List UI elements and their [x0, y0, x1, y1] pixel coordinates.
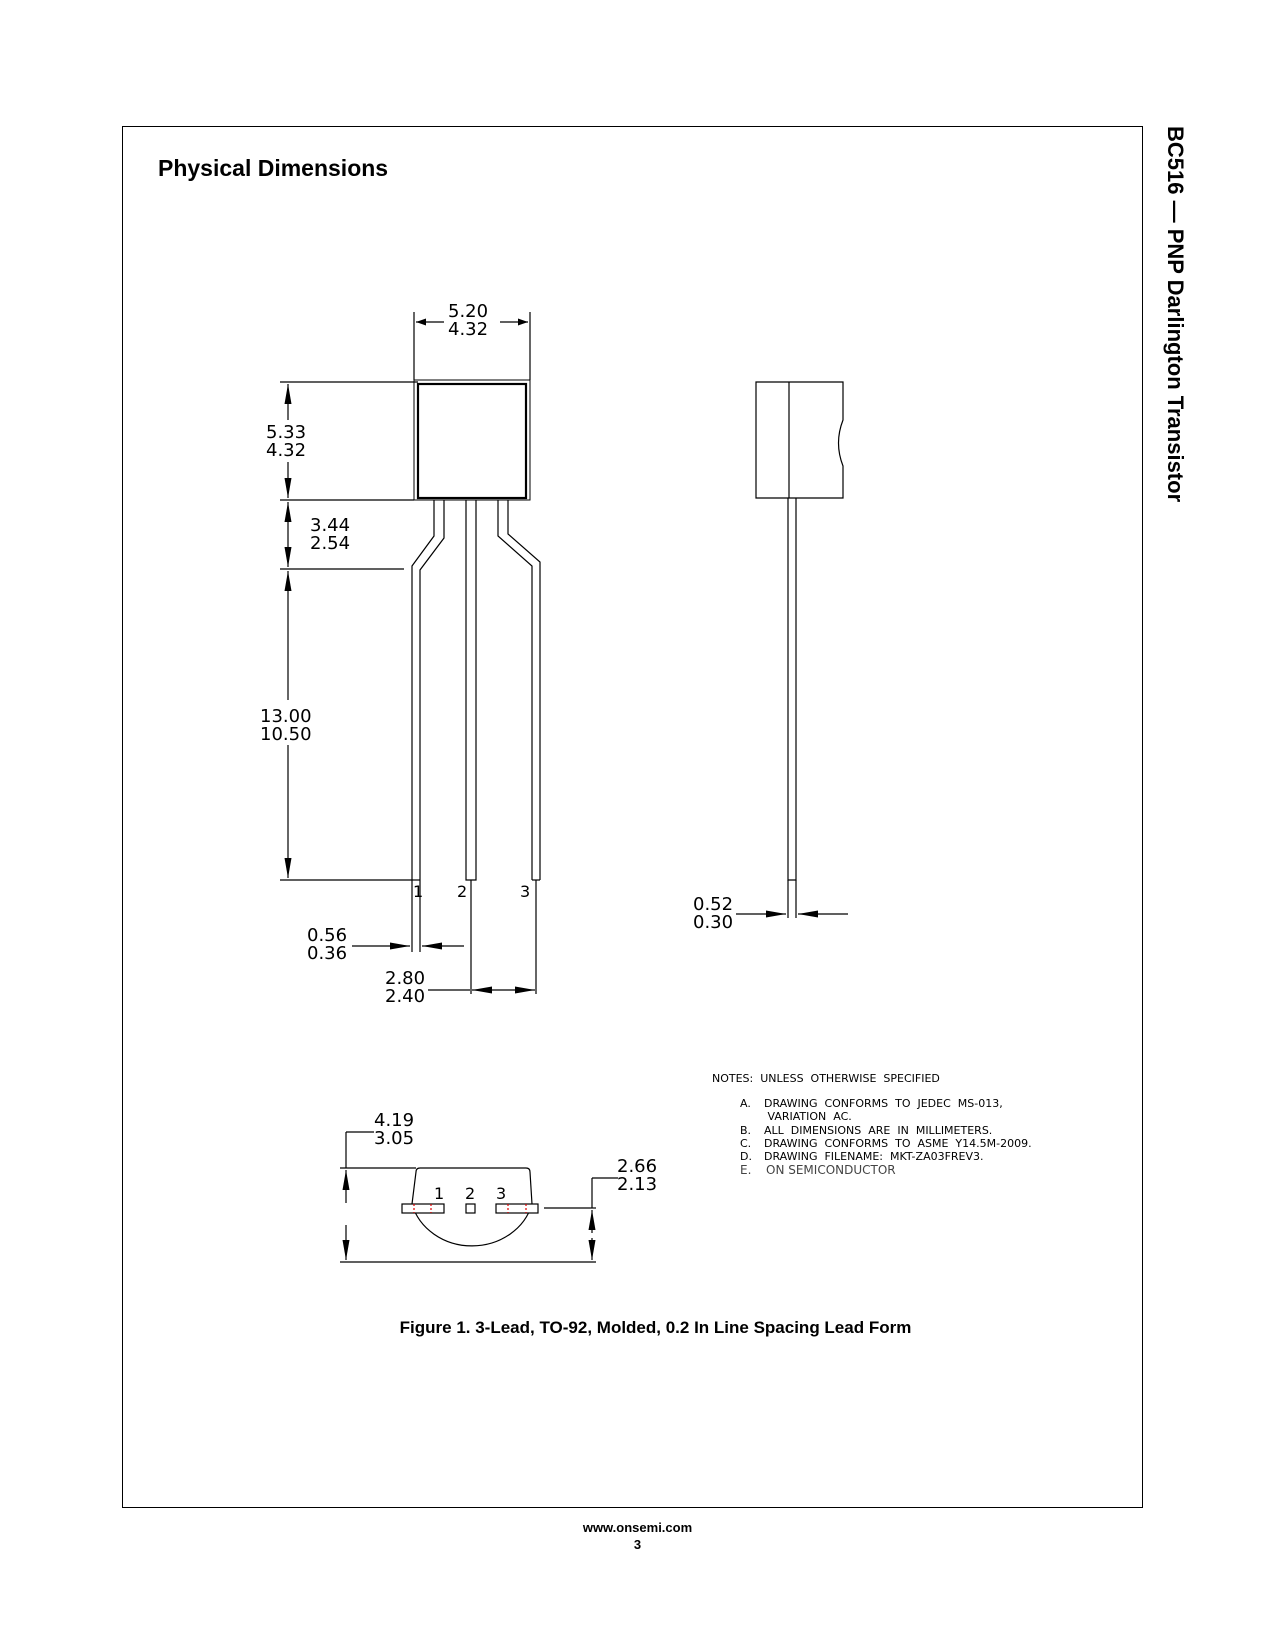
- dim-bottom-depth-max: 2.66: [617, 1156, 658, 1177]
- notes-heading: NOTES: UNLESS OTHERWISE SPECIFIED: [712, 1072, 940, 1085]
- lead-number: 1: [413, 882, 424, 901]
- page-number: 3: [633, 1537, 642, 1552]
- dim-lead-length-min: 10.50: [260, 724, 312, 745]
- dim-lead-length-max: 13.00: [260, 706, 312, 727]
- note-letter: B.: [740, 1124, 752, 1137]
- drawing-notes: [712, 1072, 1032, 1177]
- bottom-view: [402, 1168, 590, 1246]
- dim-lead-bend-max: 3.44: [310, 515, 351, 536]
- note-text: ON SEMICONDUCTOR: [766, 1163, 896, 1177]
- dim-lead-width-min: 0.36: [307, 943, 348, 964]
- lead-number: 1: [434, 1184, 445, 1203]
- dim-bottom-height-min: 3.05: [374, 1128, 415, 1149]
- lead-number: 2: [465, 1184, 476, 1203]
- lead-number: 3: [520, 882, 531, 901]
- dim-body-width-max: 5.20: [448, 301, 489, 322]
- dim-body-height-max: 5.33: [266, 422, 307, 443]
- side-view: [756, 382, 843, 880]
- dim-bottom-depth-min: 2.13: [617, 1174, 658, 1195]
- dim-lead-thickness-min: 0.30: [693, 912, 734, 933]
- note-letter: C.: [740, 1137, 752, 1150]
- note-letter: A.: [740, 1097, 751, 1110]
- dim-body-width-min: 4.32: [448, 319, 489, 340]
- note-letter: E.: [740, 1163, 752, 1177]
- note-text: DRAWING CONFORMS TO ASME Y14.5M-2009.: [764, 1137, 1032, 1150]
- lead-number: 2: [457, 882, 468, 901]
- side-document-title: BC516 — PNP Darlington Transistor: [1163, 126, 1188, 503]
- figure-caption-row: [0, 1318, 1275, 1338]
- dim-lead-pitch-max: 2.80: [385, 968, 426, 989]
- page-title: Physical Dimensions: [158, 155, 389, 181]
- dim-lead-thickness-max: 0.52: [693, 894, 734, 915]
- dim-body-height-min: 4.32: [266, 440, 307, 461]
- dim-lead-bend-min: 2.54: [310, 533, 351, 554]
- lead-number: 3: [496, 1184, 507, 1203]
- note-text: DRAWING FILENAME: MKT-ZA03FREV3.: [764, 1150, 984, 1163]
- dim-lead-pitch-min: 2.40: [385, 986, 426, 1007]
- figure-caption: Figure 1. 3-Lead, TO-92, Molded, 0.2 In Line Spacing Lead Form: [399, 1318, 912, 1337]
- note-text: DRAWING CONFORMS TO JEDEC MS-013,: [764, 1097, 1003, 1110]
- front-view: [412, 380, 540, 880]
- note-text: ALL DIMENSIONS ARE IN MILLIMETERS.: [764, 1124, 993, 1137]
- dim-lead-width-max: 0.56: [307, 925, 348, 946]
- note-letter: D.: [740, 1150, 752, 1163]
- dim-bottom-height-max: 4.19: [374, 1110, 415, 1131]
- footer-url[interactable]: www.onsemi.com: [582, 1520, 693, 1535]
- note-text: VARIATION AC.: [764, 1110, 852, 1123]
